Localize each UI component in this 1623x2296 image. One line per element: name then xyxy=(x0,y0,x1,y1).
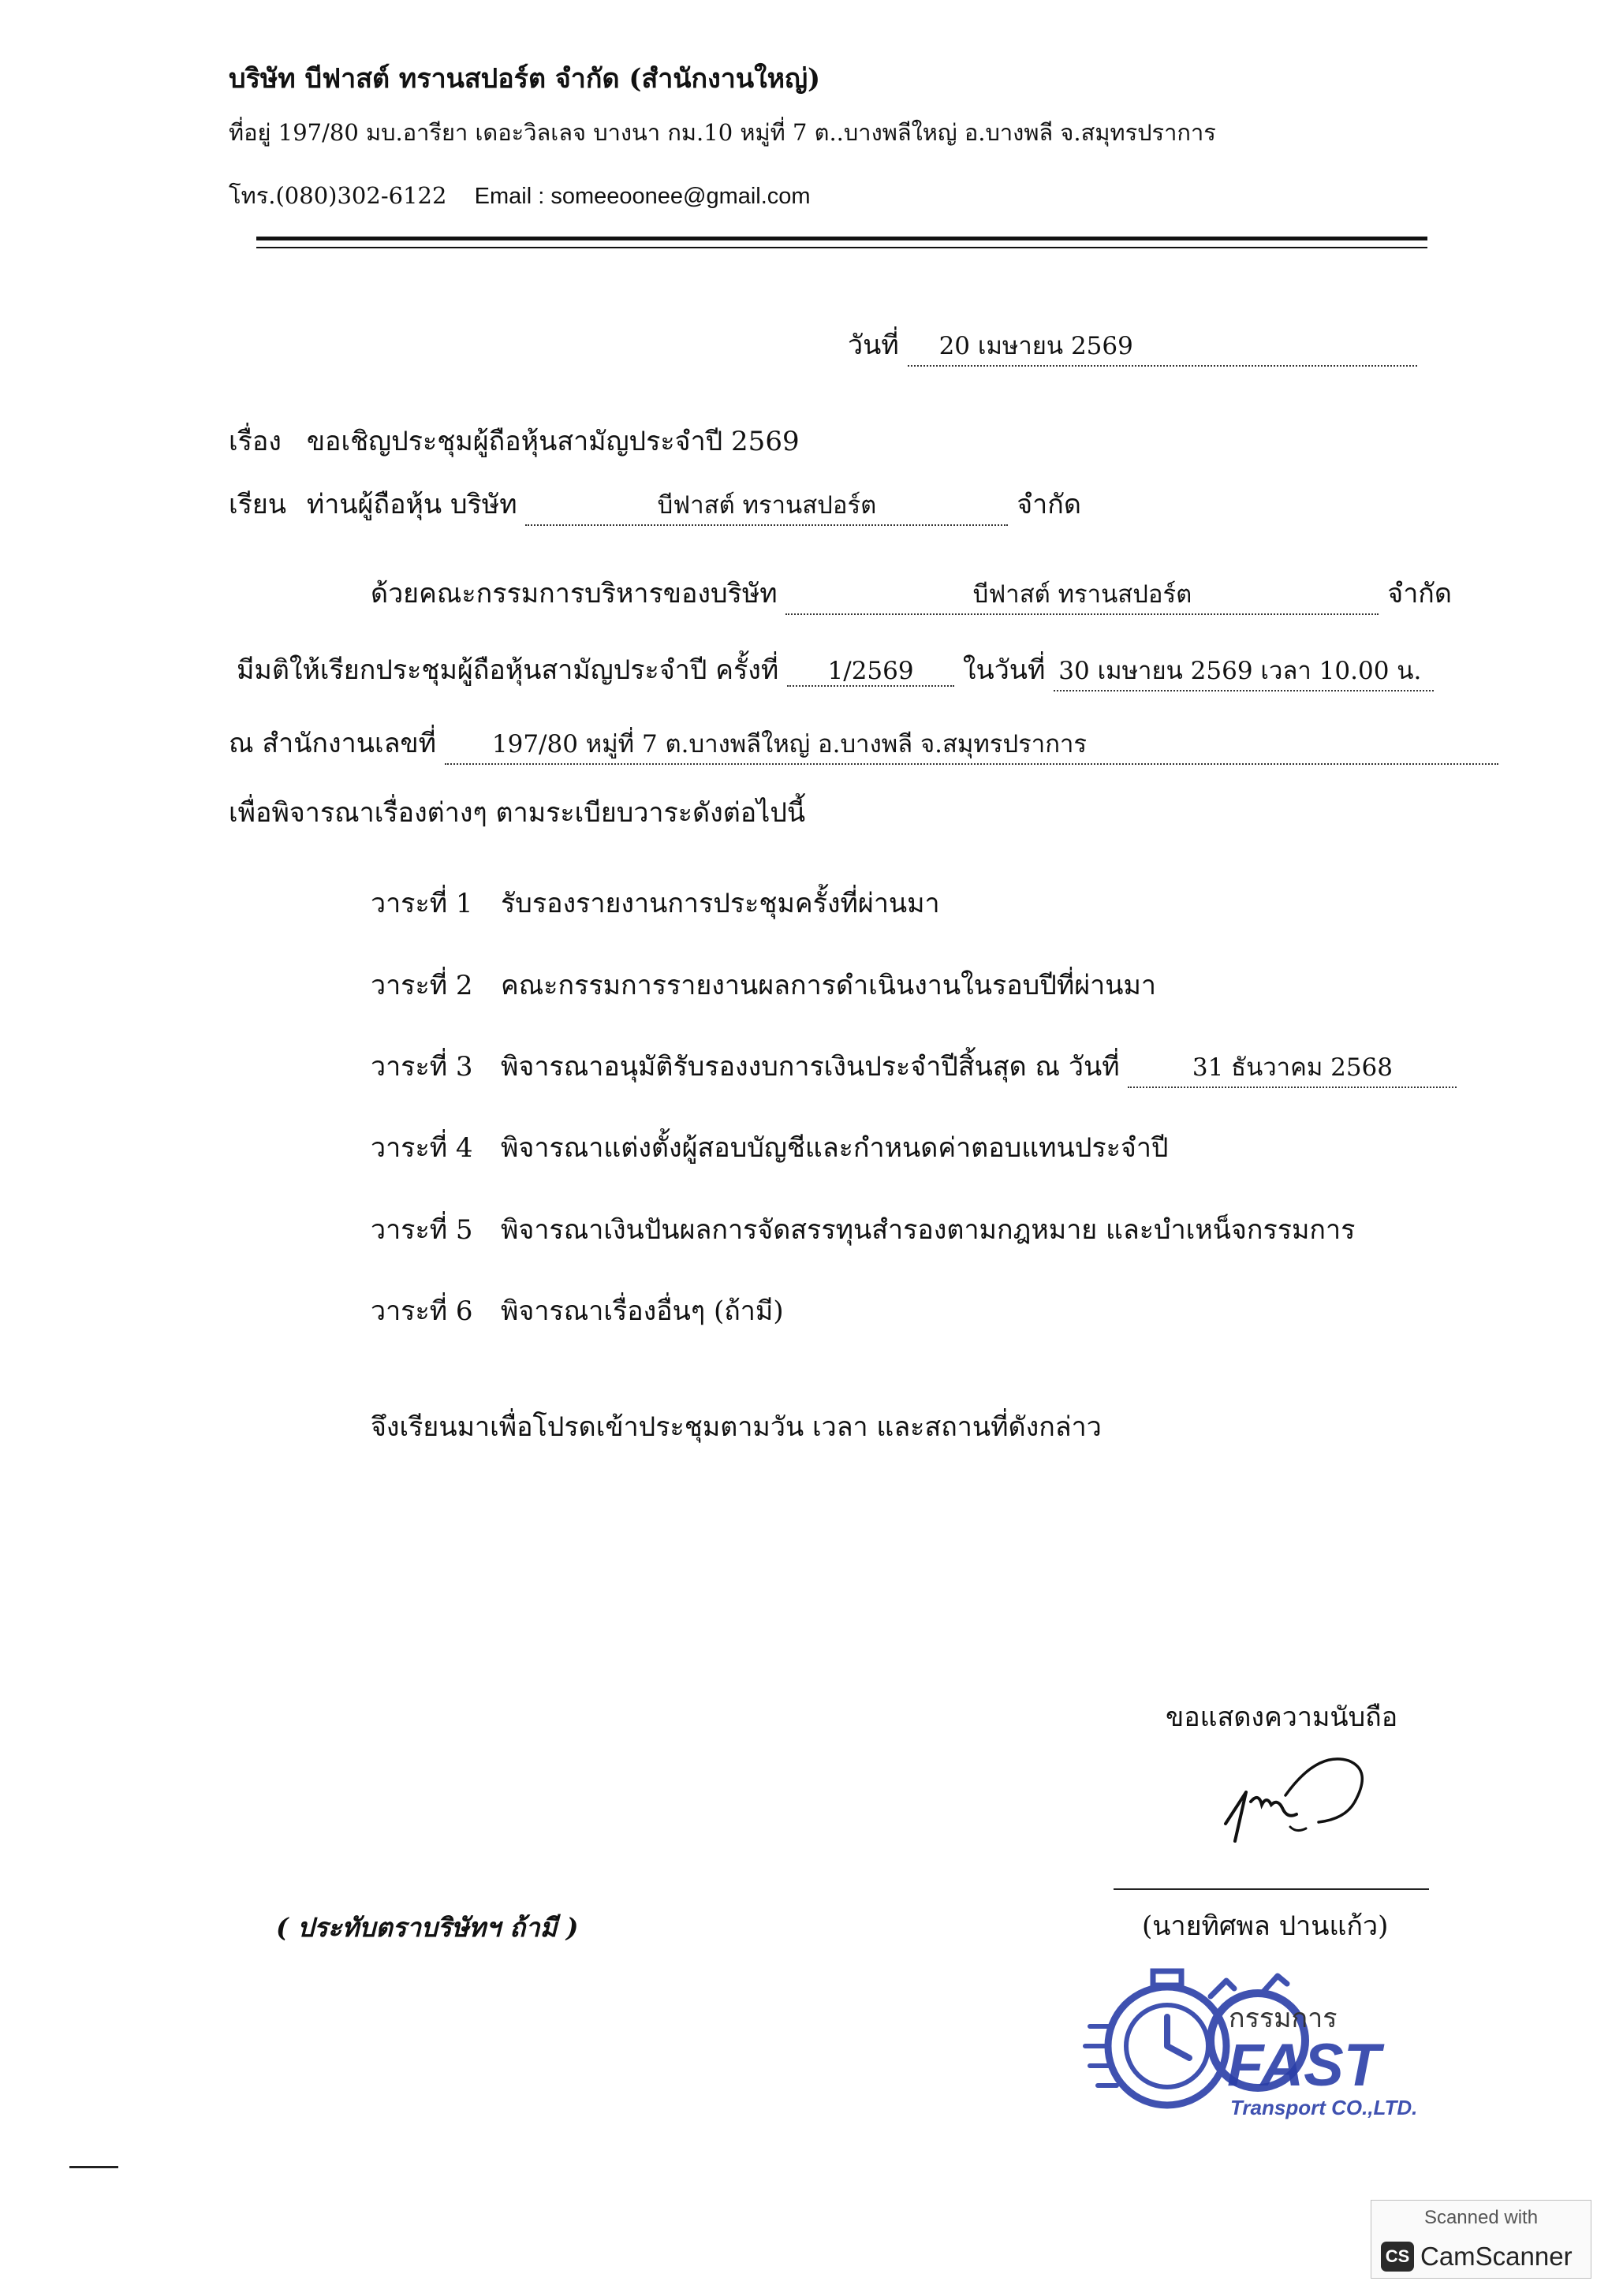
closing-text: จึงเรียนมาเพื่อโปรดเข้าประชุมตามวัน เวลา และสถานที่ดังกล่าว xyxy=(371,1411,1102,1443)
subject-line xyxy=(229,419,800,462)
agenda-item-text: พิจารณาแต่งตั้งผู้สอบบัญชีและกำหนดค่าตอบแทนประจำปี xyxy=(501,1132,1169,1164)
stamp-note: ( ประทับตราบริษัทฯ ถ้ามี ) xyxy=(276,1912,579,1943)
agenda-item-2 xyxy=(371,964,1156,1006)
agenda-item-number: วาระที่ 5 xyxy=(371,1214,473,1246)
agenda-item-number: วาระที่ 4 xyxy=(371,1132,473,1164)
body-line1-company: บีฟาสต์ ทรานสปอร์ต xyxy=(785,574,1379,615)
header-rule-thick xyxy=(256,237,1427,240)
agenda-item-number: วาระที่ 1 xyxy=(371,888,473,919)
subject-label: เรื่อง xyxy=(229,426,282,457)
agenda-item-3 xyxy=(371,1045,1457,1088)
camscanner-logo-icon: CS xyxy=(1381,2242,1414,2272)
camscanner-name: CamScanner xyxy=(1420,2242,1573,2271)
company-phone: โทร.(080)302-6122 xyxy=(229,182,447,209)
date-label: วันที่ xyxy=(848,330,899,361)
body-line-2 xyxy=(237,648,1434,691)
agenda-item-text: พิจารณาเงินปันผลการจัดสรรทุนสำรองตามกฎหมาย และบำเหน็จกรรมการ xyxy=(501,1214,1356,1246)
addressee-prefix: ท่านผู้ถือหุ้น บริษัท xyxy=(306,489,517,520)
agenda-item-text: พิจารณาอนุมัติรับรองงบการเงินประจำปีสิ้นสุด ณ วันที่ xyxy=(501,1051,1120,1083)
page-edge-mark xyxy=(69,2166,118,2168)
body-line-1 xyxy=(371,572,1452,615)
agenda-item-1 xyxy=(371,882,940,924)
agenda-item-5 xyxy=(371,1208,1355,1250)
scanned-with-text: Scanned with xyxy=(1423,2207,1539,2228)
signer-position: กรรมการ xyxy=(1229,2003,1338,2034)
date-value: 20 เมษายน 2569 xyxy=(908,326,1417,367)
body-line-3 xyxy=(229,721,1498,765)
signer-name: (นายทิศพล ปานแก้ว) xyxy=(1142,1910,1389,1942)
company-address: ที่อยู่ 197/80 มบ.อารียา เดอะวิลเลจ บางนา กม.10 หมู่ที่ 7 ต..บางพลีใหญ่ อ.บางพลี จ.สมุทรปราการ xyxy=(229,119,1216,146)
signature-line xyxy=(1114,1888,1429,1890)
agenda-item-text: คณะกรรมการรายงานผลการดำเนินงานในรอบปีที่ผ่านมา xyxy=(501,970,1156,1001)
stamp-brand: FAST xyxy=(1227,2032,1381,2099)
body-line2-prefix: มีมติให้เรียกประชุมผู้ถือหุ้นสามัญประจำปี ครั้งที่ xyxy=(237,654,779,686)
agenda-item-number: วาระที่ 3 xyxy=(371,1051,473,1083)
body-line1-prefix: ด้วยคณะกรรมการบริหารของบริษัท xyxy=(371,578,778,609)
agenda-item-4 xyxy=(371,1126,1169,1168)
company-contact xyxy=(229,177,811,214)
agenda-item-number: วาระที่ 2 xyxy=(371,970,473,1001)
addressee-suffix: จำกัด xyxy=(1017,489,1081,520)
body-line2-mid: ในวันที่ xyxy=(962,654,1046,686)
header-rule-thin xyxy=(256,247,1427,248)
company-title: บริษัท บีฟาสต์ ทรานสปอร์ต จำกัด (สำนักงานใหญ่) xyxy=(229,63,821,95)
agenda-item-text: พิจารณาเรื่องอื่นๆ (ถ้ามี) xyxy=(501,1295,784,1327)
agenda-item-fill: 31 ธันวาคม 2568 xyxy=(1128,1047,1457,1088)
addressee-line xyxy=(229,483,1081,526)
body-line3-prefix: ณ สำนักงานเลขที่ xyxy=(229,728,437,759)
agenda-item-text: รับรองรายงานการประชุมครั้งที่ผ่านมา xyxy=(501,888,940,919)
addressee-label: เรียน xyxy=(229,489,287,520)
stamp-subtitle: Transport CO.,LTD. xyxy=(1230,2096,1418,2119)
meeting-place: 197/80 หมู่ที่ 7 ต.บางพลีใหญ่ อ.บางพลี จ.สมุทรปราการ xyxy=(445,724,1498,765)
signature-scribble xyxy=(1214,1746,1396,1857)
subject-text: ขอเชิญประชุมผู้ถือหุ้นสามัญประจำปี 2569 xyxy=(306,426,800,457)
agenda-item-6 xyxy=(371,1289,784,1332)
meeting-number: 1/2569 xyxy=(787,657,954,687)
date-line xyxy=(848,323,1417,367)
meeting-date-time: 30 เมษายน 2569 เวลา 10.00 น. xyxy=(1054,650,1434,691)
body-line-4: เพื่อพิจารณาเรื่องต่างๆ ตามระเบียบวาระดังต่อไปนี้ xyxy=(229,797,806,829)
company-email: Email : someeoonee@gmail.com xyxy=(474,184,811,209)
addressee-company: บีฟาสต์ ทรานสปอร์ต xyxy=(525,485,1008,526)
camscanner-badge xyxy=(1371,2200,1591,2279)
regards-text: ขอแสดงความนับถือ xyxy=(1166,1702,1398,1733)
body-line1-suffix: จำกัด xyxy=(1387,578,1452,609)
agenda-item-number: วาระที่ 6 xyxy=(371,1295,473,1327)
